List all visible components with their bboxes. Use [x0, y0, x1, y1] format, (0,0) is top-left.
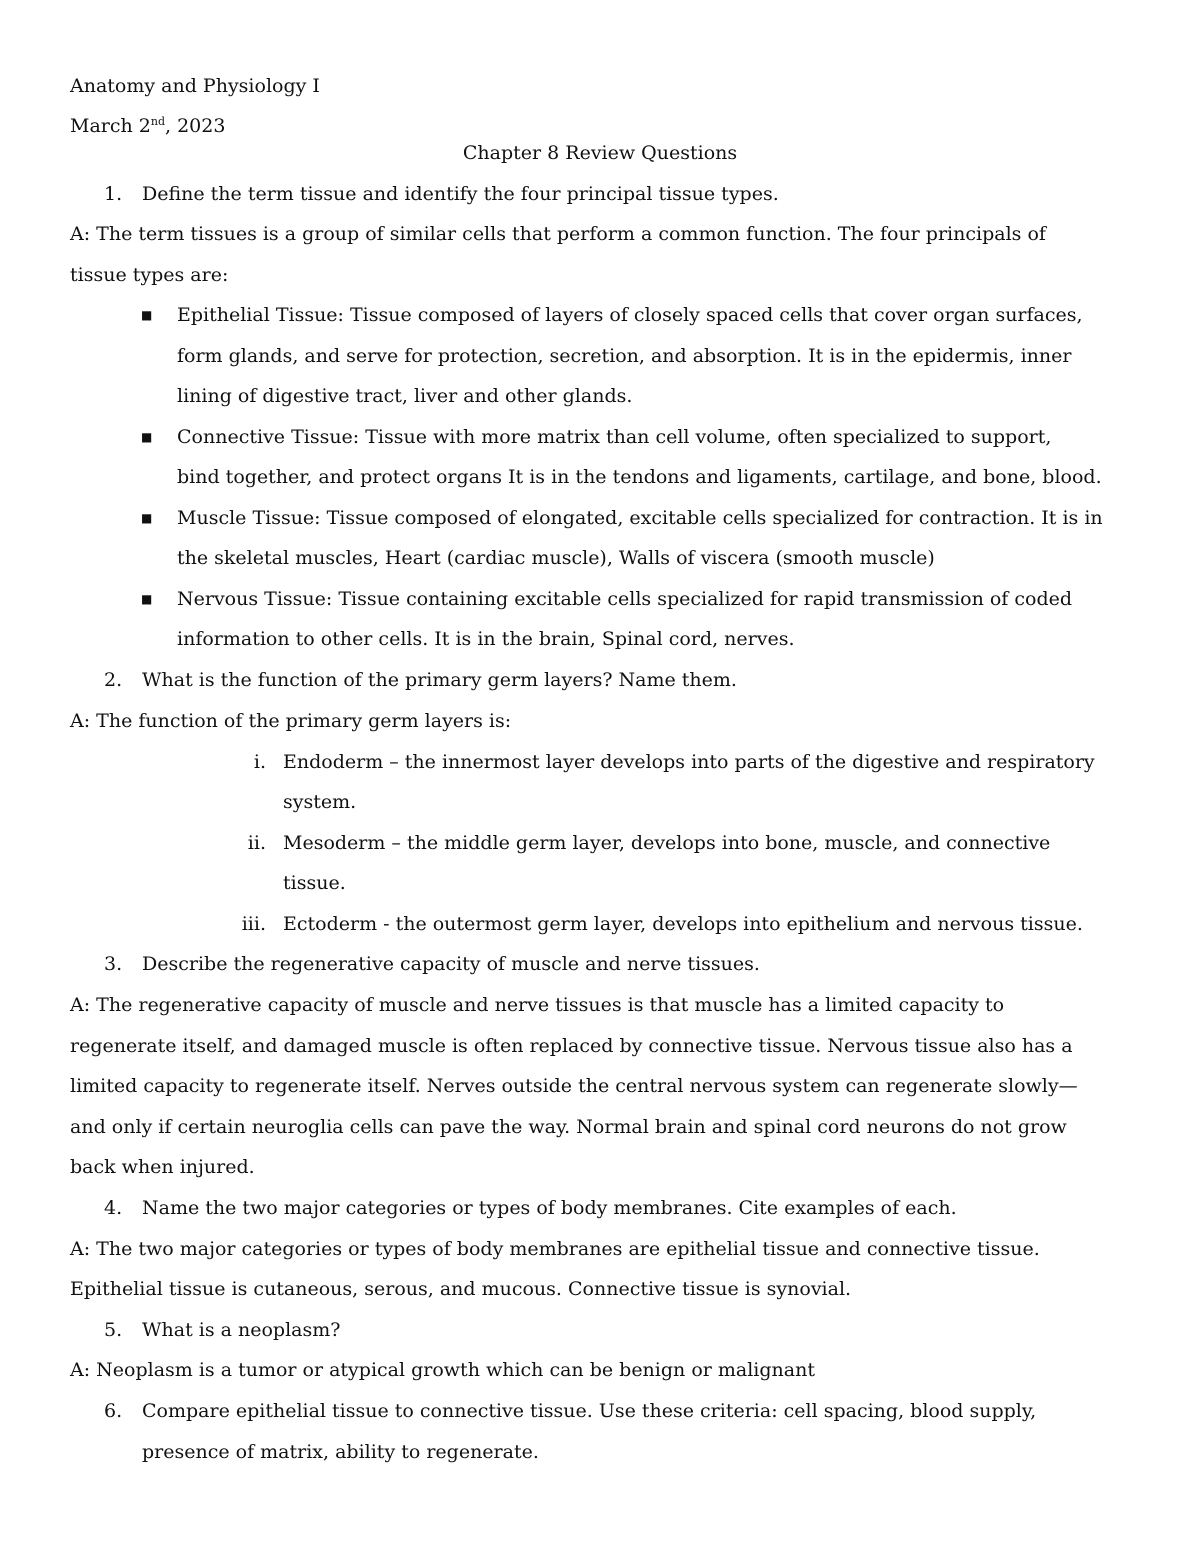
bullet-epithelial-line-1: Epithelial Tissue: Tissue composed of layers of closely spaced cells that cover organ surfaces, [177, 304, 1083, 326]
germ-layer-number-1: i. [253, 751, 266, 773]
question-5: What is a neoplasm? [142, 1319, 341, 1341]
germ-layer-ectoderm-line-1: Ectoderm - the outermost germ layer, develops into epithelium and nervous tissue. [283, 913, 1083, 935]
answer-3-line-4: and only if certain neuroglia cells can pave the way. Normal brain and spinal cord neurons do not grow [70, 1116, 1067, 1138]
question-6-line-2: presence of matrix, ability to regenerate. [142, 1441, 539, 1463]
square-bullet-icon: ■ [141, 511, 153, 525]
answer-4-line-1: A: The two major categories or types of body membranes are epithelial tissue and connective tissue. [70, 1238, 1040, 1260]
answer-5: A: Neoplasm is a tumor or atypical growth which can be benign or malignant [70, 1359, 815, 1381]
germ-layer-mesoderm-line-1: Mesoderm – the middle germ layer, develops into bone, muscle, and connective [283, 832, 1051, 854]
bullet-epithelial-line-3: lining of digestive tract, liver and other glands. [177, 385, 633, 407]
germ-layer-endoderm-line-2: system. [283, 791, 357, 813]
answer-3-line-3: limited capacity to regenerate itself. Nerves outside the central nervous system can regenerate slowly— [70, 1075, 1078, 1097]
answer-3-line-5: back when injured. [70, 1156, 255, 1178]
answer-4-line-2: Epithelial tissue is cutaneous, serous, and mucous. Connective tissue is synovial. [70, 1278, 852, 1300]
question-3: Describe the regenerative capacity of muscle and nerve tissues. [142, 953, 760, 975]
bullet-nervous-line-2: information to other cells. It is in the brain, Spinal cord, nerves. [177, 628, 795, 650]
page-title: Chapter 8 Review Questions [462, 142, 738, 164]
question-number-4: 4. [104, 1197, 123, 1219]
square-bullet-icon: ■ [141, 430, 153, 444]
question-6-line-1: Compare epithelial tissue to connective tissue. Use these criteria: cell spacing, blood supply, [142, 1400, 1037, 1422]
question-number-5: 5. [104, 1319, 123, 1341]
germ-layer-mesoderm-line-2: tissue. [283, 872, 346, 894]
question-number-6: 6. [104, 1400, 123, 1422]
document-date [70, 114, 225, 138]
bullet-connective-line-2: bind together, and protect organs It is in the tendons and ligaments, cartilage, and bone, blood. [177, 466, 1102, 488]
question-number-1: 1. [104, 183, 123, 205]
date-month: March 2 [70, 115, 151, 137]
bullet-epithelial-line-2: form glands, and serve for protection, secretion, and absorption. It is in the epidermis, inner [177, 345, 1072, 367]
answer-1-line-2: tissue types are: [70, 264, 229, 286]
answer-3-line-1: A: The regenerative capacity of muscle and nerve tissues is that muscle has a limited capacity to [70, 994, 1005, 1016]
bullet-muscle-line-2: the skeletal muscles, Heart (cardiac muscle), Walls of viscera (smooth muscle) [177, 547, 935, 569]
question-4: Name the two major categories or types of body membranes. Cite examples of each. [142, 1197, 957, 1219]
answer-2: A: The function of the primary germ layers is: [70, 710, 512, 732]
answer-1-line-1: A: The term tissues is a group of similar cells that perform a common function. The four principals of [70, 223, 1046, 245]
question-2: What is the function of the primary germ layers? Name them. [142, 669, 737, 691]
bullet-nervous-line-1: Nervous Tissue: Tissue containing excitable cells specialized for rapid transmission of coded [177, 588, 1073, 610]
course-name: Anatomy and Physiology I [70, 75, 320, 97]
date-suffix: nd [150, 115, 166, 128]
date-year: , 2023 [165, 115, 226, 137]
germ-layer-endoderm-line-1: Endoderm – the innermost layer develops into parts of the digestive and respiratory [283, 751, 1095, 773]
bullet-connective-line-1: Connective Tissue: Tissue with more matrix than cell volume, often specialized to support, [177, 426, 1052, 448]
question-number-3: 3. [104, 953, 123, 975]
question-number-2: 2. [104, 669, 123, 691]
question-1: Define the term tissue and identify the four principal tissue types. [142, 183, 779, 205]
square-bullet-icon: ■ [141, 308, 153, 322]
bullet-muscle-line-1: Muscle Tissue: Tissue composed of elongated, excitable cells specialized for contraction. It is in [177, 507, 1103, 529]
answer-3-line-2: regenerate itself, and damaged muscle is often replaced by connective tissue. Nervous tissue also has a [70, 1035, 1073, 1057]
germ-layer-number-2: ii. [247, 832, 266, 854]
germ-layer-number-3: iii. [241, 913, 266, 935]
square-bullet-icon: ■ [141, 592, 153, 606]
